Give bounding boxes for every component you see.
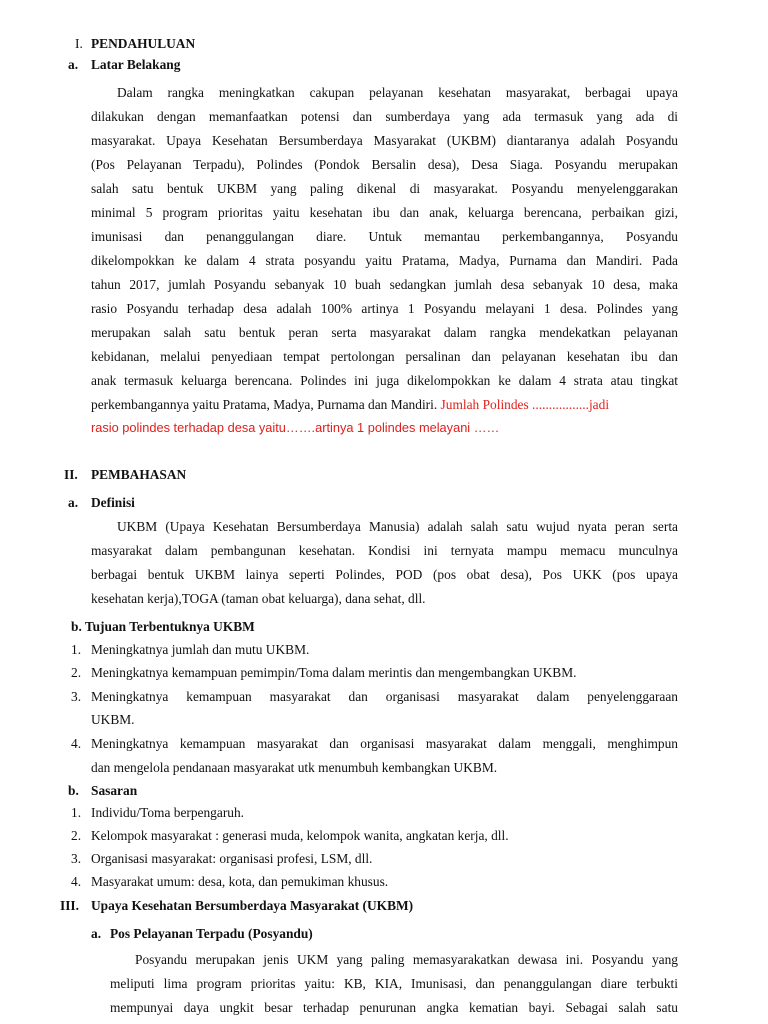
list-item: Meningkatnya kemampuan masyarakat dan organisasi masyarakat dalam penyelenggaraan — [91, 689, 678, 704]
list-item-number: 1. — [71, 642, 82, 657]
list-item-number: 2. — [71, 665, 82, 680]
paragraph-line: masyarakat dalam pembangunan kesehatan. Kondisi ini ternyata mampu memacu munculnya — [91, 543, 678, 558]
paragraph-line: masyarakat. Upaya Kesehatan Bersumberdaya Masyarakat (UKBM) diantaranya adalah Posyandu — [91, 133, 678, 148]
section-2-number: II. — [64, 467, 78, 482]
list-item-number: 3. — [71, 851, 82, 866]
list-item-number: 3. — [71, 689, 82, 704]
highlighted-placeholder-text: Jumlah Polindes .................jadi — [440, 397, 610, 412]
paragraph-line: dilakukan dengan memanfaatkan potensi dan sumberdaya yang ada termasuk yang ada di — [91, 109, 678, 124]
subsection-2c-heading: Sasaran — [91, 783, 138, 798]
paragraph-line: meliputi lima program prioritas yaitu: KB, KIA, Imunisasi, dan penanggulangan diare terbukti — [110, 976, 678, 991]
paragraph-line: anak termasuk keluarga berencana. Polindes ini juga dikelompokkan ke dalam 4 strata atau tingkat — [91, 373, 678, 388]
paragraph-line: Posyandu merupakan jenis UKM yang paling memasyarakatkan dewasa ini. Posyandu yang — [135, 952, 678, 967]
paragraph-text: perkembangannya yaitu Pratama, Madya, Purnama dan Mandiri. — [91, 397, 441, 412]
paragraph-line: salah satu bentuk UKBM yang paling dikenal di masyarakat. Posyandu menyelenggarakan — [91, 181, 678, 196]
subsection-2a-heading: Definisi — [91, 495, 135, 510]
paragraph-line-mixed — [91, 398, 609, 411]
paragraph-line: rasio Posyandu terhadap desa adalah 100% artinya 1 Posyandu melayani 1 desa. Polindes yang — [91, 301, 678, 316]
list-item: Masyarakat umum: desa, kota, dan pemukiman khusus. — [91, 874, 389, 889]
subsection-3a-heading: Pos Pelayanan Terpadu (Posyandu) — [110, 926, 313, 941]
section-3-heading: Upaya Kesehatan Bersumberdaya Masyarakat (UKBM) — [91, 898, 414, 913]
section-2-heading: PEMBAHASAN — [91, 467, 187, 482]
list-item: Meningkatnya kemampuan pemimpin/Toma dalam merintis dan mengembangkan UKBM. — [91, 665, 577, 680]
paragraph-line: berbagai bentuk UKBM lainya seperti Polindes, POD (pos obat desa), Pos UKK (pos upaya — [91, 567, 678, 582]
subsection-3a-number: a. — [91, 926, 102, 941]
list-item-continuation: dan mengelola pendanaan masyarakat utk menumbuh kembangkan UKBM. — [91, 760, 498, 775]
paragraph-line: UKBM (Upaya Kesehatan Bersumberdaya Manusia) adalah salah satu wujud nyata peran serta — [117, 519, 678, 534]
subsection-2b-heading: b. Tujuan Terbentuknya UKBM — [71, 619, 255, 634]
subsection-2c-number: b. — [68, 783, 79, 798]
section-1-heading: PENDAHULUAN — [91, 36, 196, 51]
paragraph-line: kebidanan, melalui penyediaan tempat pertolongan persalinan dan pelayanan kesehatan ibu dan — [91, 349, 678, 364]
list-item-number: 4. — [71, 736, 82, 751]
highlighted-placeholder-text: rasio polindes terhadap desa yaitu…….artinya 1 polindes melayani …… — [91, 420, 500, 435]
list-item: Individu/Toma berpengaruh. — [91, 805, 245, 820]
paragraph-line: minimal 5 program prioritas yaitu kesehatan ibu dan anak, keluarga berencana, perbaikan gizi, — [91, 205, 678, 220]
list-item: Kelompok masyarakat : generasi muda, kelompok wanita, angkatan kerja, dll. — [91, 828, 509, 843]
list-item: Meningkatnya kemampuan masyarakat dan organisasi masyarakat dalam menggali, menghimpun — [91, 736, 678, 751]
list-item-continuation: UKBM. — [91, 712, 135, 727]
paragraph-line: mempunyai daya ungkit besar terhadap penurunan angka kematian bayi. Sebagai salah satu — [110, 1000, 678, 1015]
paragraph-line: dikelompokkan ke dalam 4 strata posyandu yaitu Pratama, Madya, Purnama dan Mandiri. Pada — [91, 253, 678, 268]
subsection-1a-heading: Latar Belakang — [91, 57, 181, 72]
paragraph-line: tahun 2017, jumlah Posyandu sebanyak 10 buah sedangkan jumlah desa sebanyak 10 desa, maka — [91, 277, 678, 292]
paragraph-line: merupakan salah satu bentuk peran serta masyarakat dalam rangka mendekatkan pelayanan — [91, 325, 678, 340]
list-item-number: 4. — [71, 874, 82, 889]
paragraph-line: (Pos Pelayanan Terpadu), Polindes (Pondok Bersalin desa), Desa Siaga. Posyandu merupakan — [91, 157, 678, 172]
subsection-1a-number: a. — [68, 57, 79, 72]
paragraph-line: kesehatan kerja),TOGA (taman obat keluarga), dana sehat, dll. — [91, 591, 426, 606]
section-1-number: I. — [75, 36, 83, 51]
list-item: Organisasi masyarakat: organisasi profesi, LSM, dll. — [91, 851, 373, 866]
subsection-2a-number: a. — [68, 495, 79, 510]
list-item-number: 2. — [71, 828, 82, 843]
list-item-number: 1. — [71, 805, 82, 820]
paragraph-line: imunisasi dan penanggulangan diare. Untuk memantau perkembangannya, Posyandu — [91, 229, 678, 244]
list-item: Meningkatnya jumlah dan mutu UKBM. — [91, 642, 310, 657]
paragraph-line: Dalam rangka meningkatkan cakupan pelayanan kesehatan masyarakat, berbagai upaya — [117, 85, 678, 100]
section-3-number: III. — [60, 898, 79, 913]
